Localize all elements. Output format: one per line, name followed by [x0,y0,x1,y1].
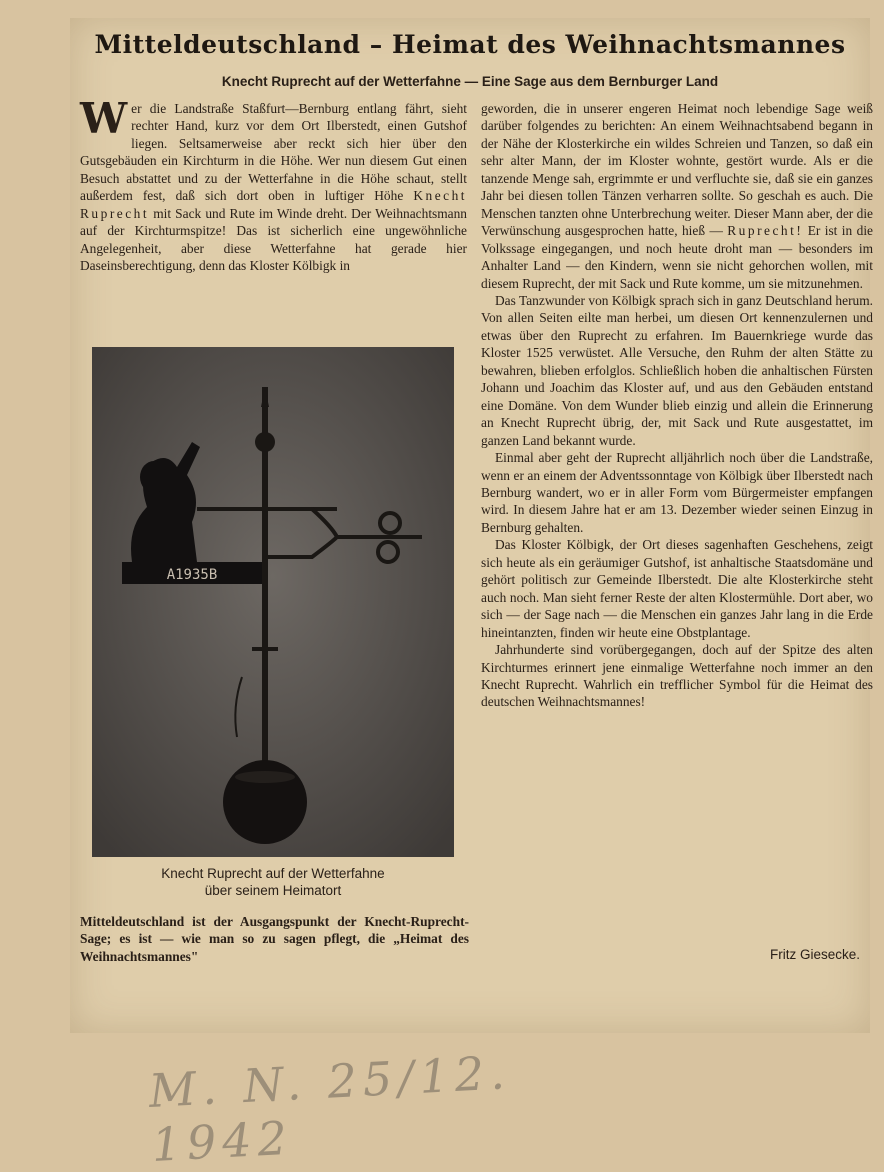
left-column-text [80,94,467,275]
headline: Mitteldeutschland – Heimat des Weihnachtsmannes [94,30,846,59]
photo-caption [92,865,454,899]
subheadline: Knecht Ruprecht auf der Wetterfahne — Eine Sage aus dem Bernburger Land [221,74,719,89]
left-bottom-paragraph: Mitteldeutschland ist der Ausgangspunkt der Knecht-Ruprecht-Sage; es ist — wie man so zu sagen pflegt, die „Heimat des Weihnachtsmannes" [80,914,469,964]
weathervane-photo [92,347,454,857]
left-paragraph-1 [80,94,467,275]
right-paragraph-4: Das Kloster Kölbigk, der Ort dieses sagenhaften Geschehens, zeigt sich heute als ein geräumiger Gutshof, ist anhaltische Staatsdomäne und gehört politisch zur Gemeinde Ilberstedt. Die alte Klosterkirche steht auch noch. Man sieht ferner Reste der alten Klostermühle. Dort aber, wo sich — der Sage nach — die Menschen ein ganzes Jahr lang in die Erde hineintanzten, finden wir heute eine Obstplantage. [481,537,873,640]
caption-line-1: Knecht Ruprecht auf der Wetterfahne [161,866,385,881]
right-column-text [481,100,873,711]
left-p1-tail: mit Sack und Rute im Winde dreht. Der Weihnachtsmann auf der Kirchturmspitze! Das ist sicherlich eine ungewöhnliche Angelegenheit, aber diese Wetterfahne hat gerade hier Daseinsberechtigung, denn das Kloster Kölbigk in [80,205,467,274]
left-p1-spaced: Knecht Ruprecht [80,188,467,221]
right-p1-b: Er ist in die Volkssage eingegangen, und noch heute droht man — besonders im Anhalter Land — den Kindern, wenn sie nicht gehorchen wollen, mit diesem Ruprecht, der mit Sack und Rute komme, um sie mitzunehmen. [481,223,873,291]
drop-cap: W [80,94,128,143]
right-paragraph-3: Einmal aber geht der Ruprecht alljährlich noch über die Landstraße, wenn er an einem der Adventssonntage von Kölbigk über Ilberstedt nach Bernburg wandert, wo er in aller Form vom Bürgermeister empfangen wird. In diesem Jahre hat er am 13. Dezember wieder seinen Einzug in Bernburg gehalten. [481,450,873,535]
left-p1-text: er die Landstraße Staßfurt—Bernburg entlang fährt, sieht rechter Hand, kurz vor dem Ort Ilberstedt, einen Gutshof liegen. Seltsamerweise aber reckt sich hier über den Gutsgebäuden ein Kirchturm in die Höhe. Wer nun diesem Gut einen Besuch abstattet und zu der Wetterfahne in die Höhe schaut, stellt außerdem fest, daß sich dort oben in luftiger Höhe [80,101,467,204]
right-paragraph-1 [481,100,873,292]
caption-line-2: über seinem Heimatort [204,883,342,898]
right-p1-spaced: Ruprecht! [727,223,804,239]
left-bottom-text [80,913,469,965]
right-paragraph-2: Das Tanzwunder von Kölbigk sprach sich in ganz Deutschland herum. Von allen Seiten eilte man herbei, um diesen Ort kennenzulernen und etwas über den Ruprecht zu erfahren. Im Bauernkriege wurde das Kloster 1525 verwüstet. Alle Versuche, den Ruhm der alten Stätte zu bewahren, blieben erfolglos. Schließlich hoben die anhaltischen Fürsten Johann und Joachim das Kloster auf, und aus den Gebäuden entstand eine Domäne. Von dem Wunder blieb einzig und allein die Erinnerung an Knecht Ruprecht übrig, der, mit Sack und Rute ausgestattet, im ganzen Land bekannt wurde. [481,292,873,448]
right-p1-a: geworden, die in unserer engeren Heimat noch lebendige Sage weiß darüber folgendes zu berichten: An einem Weihnachtsabend begann in der Nähe der Klosterkirche ein wildes Schreien und Tanzen, so daß ein sehr alter Mann, der im Kloster wohnte, gestört wurde. Als er die tanzende Menge sah, ergrimmte er und verfluchte sie, daß sie ein ganzes Jahr bei diesen tollen Tänzen verharren sollte. So geschah es auch. Die Menschen tanzten ohne Unterbrechung weiter. Dieser Mann aber, der die Verwünschung ausgesprochen hatte, hieß — [481,101,873,239]
author-signature: Fritz Giesecke. [769,947,860,962]
vane-year-text: A1935B [166,567,218,583]
handwritten-date: M. N. 25/12. 1942 [147,1045,512,1172]
right-paragraph-5: Jahrhunderte sind vorübergegangen, doch auf der Spitze des alten Kirchturmes erinnert jene einmalige Wetterfahne noch immer an den Knecht Ruprecht. Wahrlich ein trefflicher Symbol für die Heimat des deutschen Weihnachtsmannes! [481,642,873,710]
